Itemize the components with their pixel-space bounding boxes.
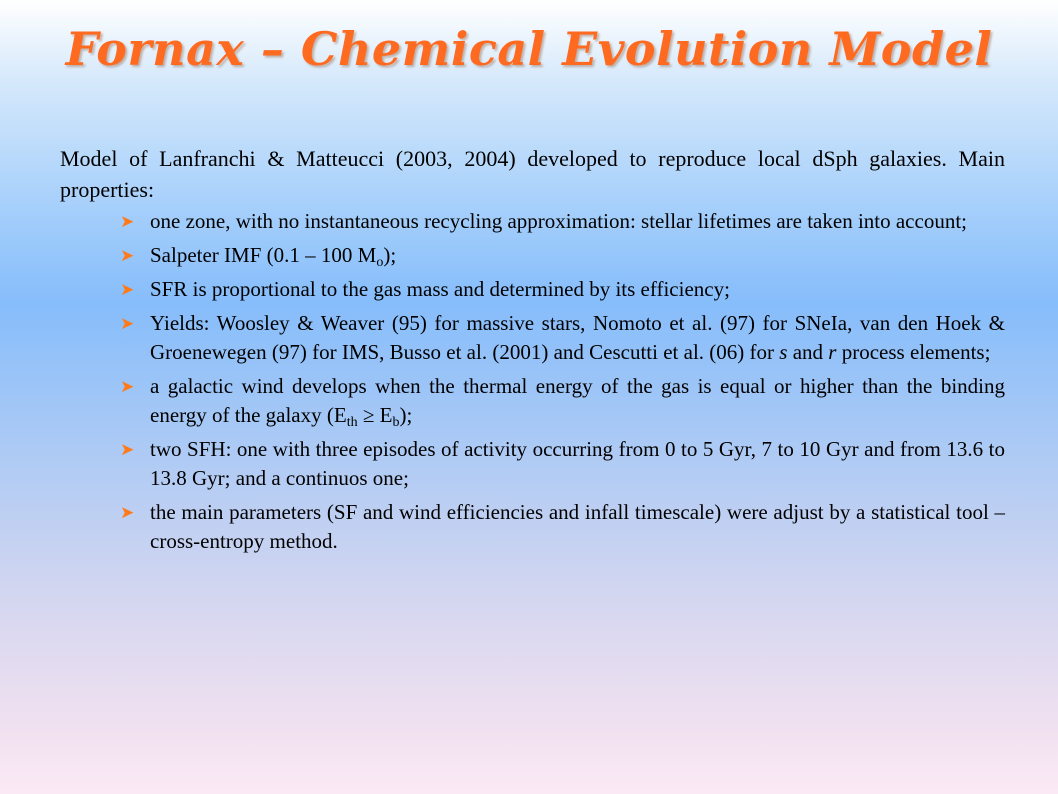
list-item (120, 309, 1005, 367)
list-item (120, 372, 1005, 430)
bullet-text: two SFH: one with three episodes of activity occurring from 0 to 5 Gyr, 7 to 10 Gyr and from 13.6 to 13.8 Gyr; and a continuos one; (150, 437, 1005, 490)
bullet-text: one zone, with no instantaneous recycling approximation: stellar lifetimes are taken into account; (150, 209, 967, 233)
list-item (120, 498, 1005, 556)
arrow-bullet-icon: ➤ (120, 377, 135, 396)
bullet-text: a galactic wind develops when the thermal energy of the gas is equal or higher than the binding energy of the galaxy $(E_{th} \ge E_b)$; (150, 374, 1005, 430)
property-list (60, 207, 1005, 556)
arrow-bullet-icon: ➤ (120, 280, 135, 299)
bullet-text: Yields: Woosley & Weaver (95) for massive stars, Nomoto et al. (97) for SNeIa, van den Hoek & Groenewegen (97) for IMS, Busso et al. (2001) and Cescutti et al. (06) for s and r process elements; (150, 311, 1005, 364)
list-item (120, 435, 1005, 493)
list-item (120, 275, 1005, 304)
arrow-bullet-icon: ➤ (120, 314, 135, 333)
slide-title: Fornax – Chemical Evolution Model (65, 22, 993, 76)
list-item (120, 241, 1005, 270)
bullet-text: the main parameters (SF and wind efficiencies and infall timescale) were adjust by a statistical tool – cross-entropy method. (150, 500, 1005, 553)
arrow-bullet-icon: ➤ (120, 246, 135, 265)
arrow-bullet-icon: ➤ (120, 212, 135, 231)
list-item (120, 207, 1005, 236)
slide-body (60, 143, 1005, 561)
bullet-text: Salpeter IMF (0.1 – 100 $M_o$); (150, 243, 397, 270)
arrow-bullet-icon: ➤ (120, 503, 135, 522)
arrow-bullet-icon: ➤ (120, 440, 135, 459)
intro-paragraph: Model of Lanfranchi & Matteucci (2003, 2004) developed to reproduce local dSph galaxies. Main properties: (60, 146, 1005, 202)
bullet-text: SFR is proportional to the gas mass and determined by its efficiency; (150, 277, 730, 301)
